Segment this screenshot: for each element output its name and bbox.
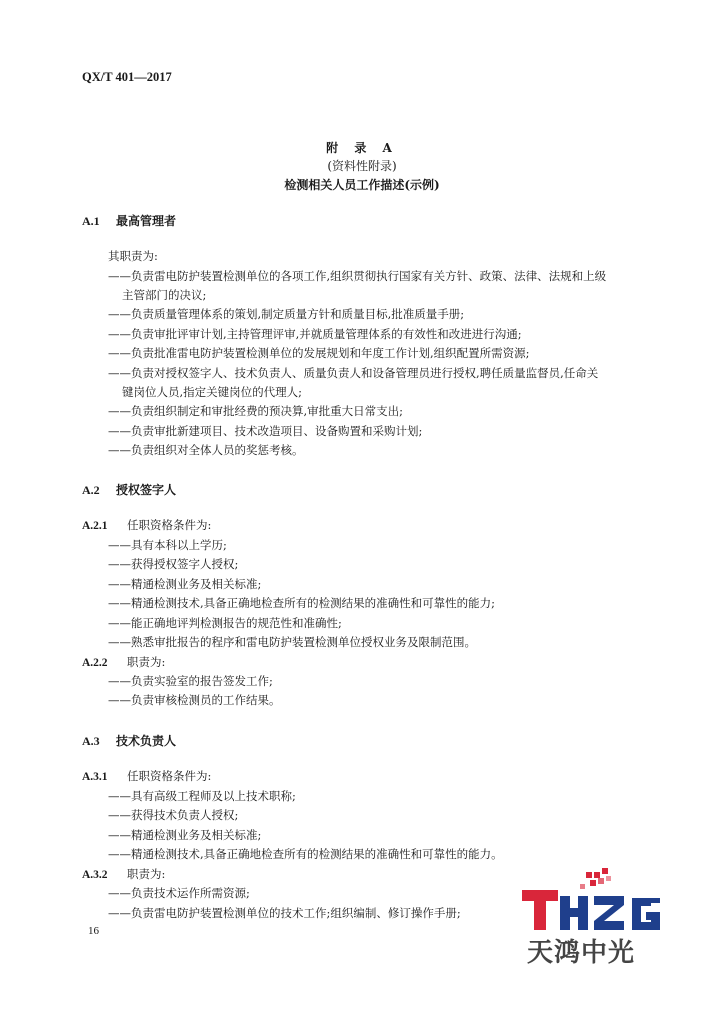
duty-line-continued: 键岗位人员,指定关键岗位的代理人; — [122, 385, 303, 399]
duty-line: ——负责雷电防护装置检测单位的技术工作;组织编制、修订操作手册; — [108, 906, 461, 920]
clause-a2-1 — [82, 517, 211, 533]
annex-title: 附 录 A — [326, 141, 398, 155]
annex-type: (资料性附录) — [327, 159, 397, 173]
clause-number: A.2.1 — [82, 520, 108, 532]
clause-number: A.3.1 — [82, 771, 108, 783]
section-number: A.2 — [82, 483, 100, 497]
clause-text: 职责为: — [127, 867, 166, 881]
section-title: 授权签字人 — [116, 483, 177, 497]
requirement-line: ——获得授权签字人授权; — [108, 557, 239, 571]
standard-code: QX/T 401—2017 — [82, 70, 172, 84]
requirement-line: ——获得技术负责人授权; — [108, 808, 239, 822]
duty-line-continued: 主管部门的决议; — [122, 288, 207, 302]
duty-line: ——负责组织制定和审批经费的预决算,审批重大日常支出; — [108, 404, 404, 418]
clause-a3-1 — [82, 768, 211, 784]
section-heading-a1 — [82, 212, 176, 229]
pixel-decoration — [580, 868, 611, 889]
duty-line: ——负责组织对全体人员的奖惩考核。 — [108, 443, 304, 457]
clause-number: A.2.2 — [82, 657, 108, 669]
requirement-line: ——精通检测技术,具备正确地检查所有的检测结果的准确性和可靠性的能力; — [108, 596, 496, 610]
requirement-line: ——精通检测业务及相关标准; — [108, 577, 262, 591]
page-number: 16 — [88, 925, 99, 937]
duty-line: ——负责对授权签字人、技术负责人、质量负责人和设备管理员进行授权,聘任质量监督员,任命关 — [108, 366, 599, 380]
logo-chinese-name: 天鸿中光 — [527, 938, 636, 968]
clause-a2-2 — [82, 654, 165, 670]
clause-a3-2 — [82, 866, 165, 882]
clause-text: 职责为: — [127, 655, 166, 669]
section-title: 最高管理者 — [116, 214, 177, 228]
requirement-line: ——精通检测业务及相关标准; — [108, 828, 262, 842]
duty-line: ——负责审批评审计划,主持管理评审,并就质量管理体系的有效性和改进进行沟通; — [108, 327, 522, 341]
duty-line: ——负责审批新建项目、技术改造项目、设备购置和采购计划; — [108, 424, 423, 438]
requirement-line: ——能正确地评判检测报告的规范性和准确性; — [108, 616, 342, 630]
section-number: A.3 — [82, 734, 100, 748]
duty-line: ——负责雷电防护装置检测单位的各项工作,组织贯彻执行国家有关方针、政策、法律、法规和上级 — [108, 269, 607, 283]
duty-line: ——负责实验室的报告签发工作; — [108, 674, 273, 688]
section-number: A.1 — [82, 214, 100, 228]
duty-line: ——负责质量管理体系的策划,制定质量方针和质量目标,批准质量手册; — [108, 307, 465, 321]
duty-line: ——负责技术运作所需资源; — [108, 886, 250, 900]
clause-text: 任职资格条件为: — [127, 518, 212, 532]
requirement-line: ——精通检测技术,具备正确地检查所有的检测结果的准确性和可靠性的能力。 — [108, 847, 503, 861]
clause-number: A.3.2 — [82, 869, 108, 881]
section-title: 技术负责人 — [116, 734, 177, 748]
section-intro: 其职责为: — [108, 249, 158, 263]
section-heading-a3 — [82, 732, 176, 749]
requirement-line: ——熟悉审批报告的程序和雷电防护装置检测单位授权业务及限制范围。 — [108, 635, 476, 649]
clause-text: 任职资格条件为: — [127, 769, 212, 783]
section-heading-a2 — [82, 481, 176, 498]
duty-line: ——负责审核检测员的工作结果。 — [108, 693, 281, 707]
requirement-line: ——具有本科以上学历; — [108, 538, 227, 552]
duty-line: ——负责批准雷电防护装置检测单位的发展规划和年度工作计划,组织配置所需资源; — [108, 346, 530, 360]
logo-letters — [522, 890, 660, 930]
annex-subtitle: 检测相关人员工作描述(示例) — [284, 178, 440, 192]
requirement-line: ——具有高级工程师及以上技术职称; — [108, 789, 296, 803]
